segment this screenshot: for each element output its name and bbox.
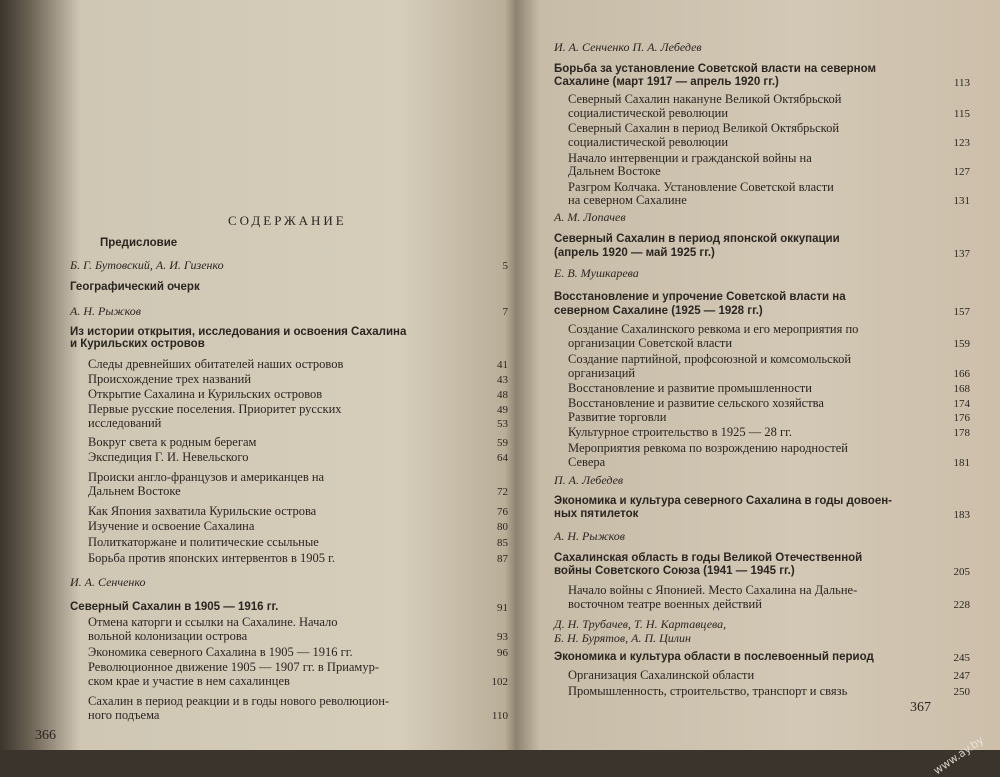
toc-subsection-title: Культурное строительство в 1925 — 28 гг. (568, 425, 792, 439)
toc-subsection-title: Следы древнейших обитателей наших островов (88, 357, 344, 371)
toc-subsection-title: Происхождение трех названий (88, 372, 252, 386)
toc-page-number: 102 (491, 676, 508, 688)
toc-author: А. М. Лопачев (554, 210, 626, 224)
toc-subsection-title: ском крае и участие в нем сахалинцев (88, 674, 290, 688)
toc-page-number: 76 (497, 506, 508, 518)
page-number-left: 366 (35, 728, 56, 743)
toc-page-number: 166 (953, 368, 970, 380)
toc-subsection-title: Разгром Колчака. Установление Советской власти (568, 180, 834, 194)
toc-author: Б. Н. Бурятов, А. П. Цилин (554, 631, 691, 645)
toc-page-number: 183 (953, 509, 970, 521)
toc-subsection-title: Промышленность, строительство, транспорт и связь (568, 684, 848, 698)
toc-section-title: Сахалинская область в годы Великой Отечественной (554, 552, 863, 564)
toc-page-number: 115 (953, 108, 970, 120)
toc-subsection-title: Организация Сахалинской области (568, 668, 755, 682)
toc-subsection-title: организации Советской власти (568, 336, 733, 350)
toc-subsection-title: Отмена каторги и ссылки на Сахалине. Начало (88, 615, 338, 629)
toc-section-title: Северный Сахалин в 1905 — 1916 гг. (70, 601, 279, 613)
toc-author: Д. Н. Трубачев, Т. Н. Картавцева, (554, 617, 727, 631)
toc-subsection-title: Развитие торговли (568, 410, 667, 424)
right-page (540, 0, 980, 750)
toc-subsection-title: Начало войны с Японией. Место Сахалина на Дальне- (568, 583, 858, 597)
toc-subsection-title: Севера (568, 455, 606, 469)
toc-page-number: 64 (497, 452, 508, 464)
toc-section-title: Географический очерк (70, 281, 200, 293)
toc-subsection-title: Дальнем Востоке (568, 164, 661, 178)
toc-page-number: 181 (953, 457, 970, 469)
toc-page-number: 87 (497, 553, 508, 565)
left-page (30, 0, 525, 750)
toc-page-number: 247 (953, 670, 970, 682)
toc-section-title: Экономика и культура области в послевоенный период (554, 651, 874, 663)
toc-page-number: 5 (502, 260, 508, 272)
toc-section-title: Сахалине (март 1917 — апрель 1920 гг.) (554, 76, 779, 88)
toc-page-number: 59 (497, 437, 508, 449)
toc-subsection-title: Изучение и освоение Сахалина (88, 519, 255, 533)
toc-section-title: Восстановление и упрочение Советской власти на (554, 291, 846, 303)
toc-subsection-title: социалистической революции (568, 135, 729, 149)
toc-subsection-title: ного подъема (88, 708, 160, 722)
toc-page-number: 48 (497, 389, 508, 401)
toc-subsection-title: Создание Сахалинского ревкома и его мероприятия по (568, 322, 859, 336)
toc-subsection-title: вольной колонизации острова (88, 629, 248, 643)
toc-page-number: 7 (502, 306, 508, 318)
toc-page-number: 41 (497, 359, 508, 371)
toc-subsection-title: Как Япония захватила Курильские острова (88, 504, 317, 518)
toc-subsection-title: Создание партийной, профсоюзной и комсомольской (568, 352, 852, 366)
toc-page-number: 159 (953, 338, 970, 350)
toc-author: И. А. Сенченко (70, 575, 146, 589)
toc-page-number: 131 (953, 195, 970, 207)
toc-subsection-title: Открытие Сахалина и Курильских островов (88, 387, 323, 401)
toc-section-title: Из истории открытия, исследования и освоения Сахалина (70, 326, 407, 338)
toc-subsection-title: Революционное движение 1905 — 1907 гг. в Приамур- (88, 660, 380, 674)
toc-page-number: 174 (953, 398, 970, 410)
toc-subsection-title: Мероприятия ревкома по возрождению народностей (568, 441, 848, 455)
toc-section-title: северном Сахалине (1925 — 1928 гг.) (554, 305, 763, 317)
toc-section-title: войны Советского Союза (1941 — 1945 гг.) (554, 565, 795, 577)
toc-section-title: Северный Сахалин в период японской оккупации (554, 233, 840, 245)
toc-page-number: 72 (497, 486, 508, 498)
toc-page-number: 137 (953, 248, 970, 260)
toc-section-title: Экономика и культура северного Сахалина в годы довоен- (554, 495, 892, 507)
toc-subsection-title: Восстановление и развитие промышленности (568, 381, 812, 395)
toc-author: П. А. Лебедев (554, 473, 624, 487)
toc-subsection-title: Сахалин в период реакции и в годы нового революцион- (88, 694, 390, 708)
toc-subsection-title: Вокруг света к родным берегам (88, 435, 257, 449)
toc-page-number: 228 (953, 599, 970, 611)
toc-page-number: 250 (953, 686, 970, 698)
toc-page-number: 85 (497, 537, 508, 549)
toc-subsection-title: социалистической революции (568, 106, 729, 120)
toc-subsection-title: восточном театре военных действий (568, 597, 762, 611)
toc-page-number: 168 (953, 383, 970, 395)
toc-subsection-title: на северном Сахалине (568, 193, 687, 207)
toc-subsection-title: Экономика северного Сахалина в 1905 — 1916 гг. (88, 645, 353, 659)
toc-page-number: 245 (953, 652, 970, 664)
toc-subsection-title: Северный Сахалин в период Великой Октябрьской (568, 121, 840, 135)
toc-page-number: 110 (491, 710, 508, 722)
toc-heading: СОДЕРЖАНИЕ (228, 213, 347, 228)
toc-section-title: (апрель 1920 — май 1925 гг.) (554, 247, 715, 259)
toc-subsection-title: Политкаторжане и политические ссыльные (88, 535, 319, 549)
toc-page-number: 178 (953, 427, 970, 439)
toc-subsection-title: Дальнем Востоке (88, 484, 181, 498)
toc-page-number: 157 (953, 306, 970, 318)
toc-subsection-title: Первые русские поселения. Приоритет русских (88, 402, 342, 416)
toc-page-number: 43 (497, 374, 508, 386)
toc-section-title: Борьба за установление Советской власти на северном (554, 63, 876, 75)
toc-author: Б. Г. Бутовский, А. И. Гизенко (70, 258, 224, 272)
toc-page-number: 91 (497, 602, 508, 614)
toc-author: А. Н. Рыжков (70, 304, 141, 318)
toc-page-number: 127 (953, 166, 970, 178)
toc-author: И. А. Сенченко П. А. Лебедев (554, 40, 702, 54)
toc-subsection-title: Восстановление и развитие сельского хозяйства (568, 396, 824, 410)
toc-subsection-title: организаций (568, 366, 636, 380)
toc-section-title: и Курильских островов (70, 338, 205, 350)
toc-author: А. Н. Рыжков (554, 529, 625, 543)
toc-page-number: 93 (497, 631, 508, 643)
toc-page-number: 80 (497, 521, 508, 533)
toc-section-title: ных пятилеток (554, 508, 639, 520)
toc-page-number: 113 (953, 77, 970, 89)
toc-section-title: Предисловие (100, 237, 178, 249)
toc-subsection-title: Северный Сахалин накануне Великой Октябрьской (568, 92, 842, 106)
toc-subsection-title: Экспедиция Г. И. Невельского (88, 450, 249, 464)
toc-subsection-title: исследований (88, 416, 162, 430)
toc-page-number: 49 (497, 404, 508, 416)
toc-subsection-title: Начало интервенции и гражданской войны на (568, 151, 812, 165)
toc-page-number: 205 (953, 566, 970, 578)
toc-author: Е. В. Мушкарева (554, 266, 639, 280)
toc-page-number: 176 (953, 412, 970, 424)
toc-page-number: 96 (497, 647, 508, 659)
toc-subsection-title: Происки англо-французов и американцев на (88, 470, 325, 484)
toc-page-number: 123 (953, 137, 970, 149)
toc-subsection-title: Борьба против японских интервентов в 1905 г. (88, 551, 335, 565)
watermark: www.ay.by (930, 733, 986, 777)
toc-page-number: 53 (497, 418, 508, 430)
page-number-right: 367 (910, 700, 931, 715)
